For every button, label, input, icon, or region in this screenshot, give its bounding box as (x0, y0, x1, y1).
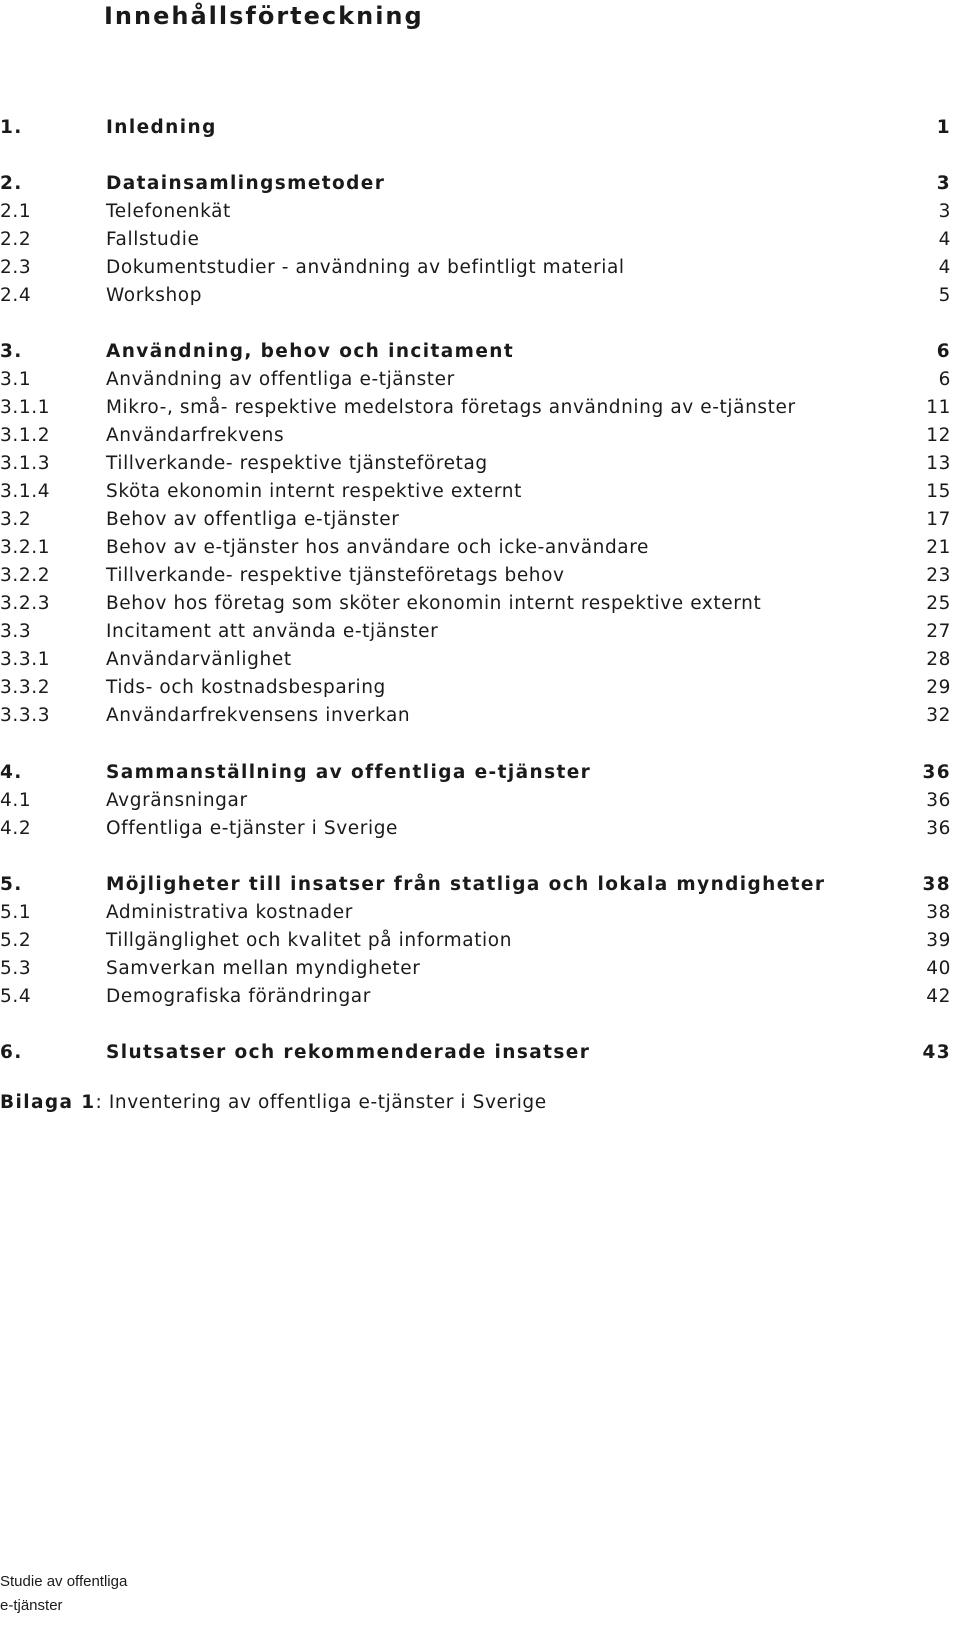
toc-entry-number: 3.2.2 (0, 565, 51, 586)
toc-entry-number: 5.1 (0, 902, 32, 923)
toc-entry-title: Tillverkande- respektive tjänsteföretag (106, 453, 488, 474)
toc-section-entry[interactable] (0, 227, 951, 253)
toc-entry-title: Offentliga e-tjänster i Sverige (106, 818, 399, 839)
toc-entry-page: 28 (926, 649, 951, 670)
toc-entry-number: 3.1.1 (0, 397, 51, 418)
toc-entry-title: Tids- och kostnadsbesparing (106, 677, 386, 698)
toc-section-entry[interactable] (0, 395, 951, 421)
toc-entry-page: 17 (926, 509, 951, 530)
toc-section-entry[interactable] (0, 956, 951, 982)
toc-entry-page: 40 (926, 958, 951, 979)
appendix-separator: : (95, 1092, 109, 1113)
toc-entry-number: 2.1 (0, 201, 32, 222)
toc-entry-page: 43 (922, 1042, 951, 1063)
toc-section-entry[interactable] (0, 591, 951, 617)
toc-entry-page: 3 (938, 201, 951, 222)
toc-entry-page: 4 (938, 229, 951, 250)
toc-entry-title: Demografiska förändringar (106, 986, 371, 1007)
toc-entry-number: 3.1 (0, 369, 32, 390)
toc-entry-title: Fallstudie (106, 229, 200, 250)
toc-entry-number: 4. (0, 762, 23, 783)
toc-entry-title: Samverkan mellan myndigheter (106, 958, 421, 979)
toc-section-entry[interactable] (0, 507, 951, 533)
toc-chapter-entry[interactable] (0, 115, 951, 141)
toc-section-entry[interactable] (0, 788, 951, 814)
toc-entry-number: 4.1 (0, 790, 32, 811)
toc-entry-page: 6 (936, 341, 951, 362)
toc-entry-title: Användarfrekvensens inverkan (106, 705, 411, 726)
toc-entry-page: 42 (926, 986, 951, 1007)
toc-entry-title: Datainsamlingsmetoder (106, 173, 386, 194)
toc-entry-page: 6 (938, 369, 951, 390)
toc-entry-page: 38 (922, 874, 951, 895)
page-footer (0, 1570, 127, 1618)
toc-entry-page: 36 (926, 790, 951, 811)
toc-entry-page: 4 (938, 257, 951, 278)
toc-entry-number: 3.1.2 (0, 425, 51, 446)
toc-entry-title: Tillverkande- respektive tjänsteföretags behov (106, 565, 565, 586)
toc-section-entry[interactable] (0, 900, 951, 926)
toc-entry-number: 4.2 (0, 818, 32, 839)
toc-entry-page: 39 (926, 930, 951, 951)
toc-chapter-entry[interactable] (0, 171, 951, 197)
toc-entry-number: 5.3 (0, 958, 32, 979)
toc-entry-title: Användning av offentliga e-tjänster (106, 369, 455, 390)
appendix-label: Bilaga 1 (0, 1092, 96, 1113)
toc-entry-title: Avgränsningar (106, 790, 248, 811)
toc-entry-number: 3.3.1 (0, 649, 51, 670)
toc-entry-title: Administrativa kostnader (106, 902, 353, 923)
toc-entry-number: 5. (0, 874, 23, 895)
toc-section-entry[interactable] (0, 367, 951, 393)
toc-chapter-entry[interactable] (0, 1040, 951, 1066)
toc-section-entry[interactable] (0, 535, 951, 561)
toc-entry-title: Möjligheter till insatser från statliga och lokala myndigheter (106, 874, 826, 895)
toc-entry-number: 3.3.2 (0, 677, 51, 698)
toc-entry-number: 1. (0, 117, 23, 138)
toc-section-entry[interactable] (0, 423, 951, 449)
toc-entry-number: 2. (0, 173, 23, 194)
toc-entry-page: 25 (926, 593, 951, 614)
toc-section-entry[interactable] (0, 619, 951, 645)
footer-line-2: e-tjänster (0, 1597, 63, 1614)
toc-section-entry[interactable] (0, 675, 951, 701)
toc-entry-page: 13 (926, 453, 951, 474)
toc-entry-page: 15 (926, 481, 951, 502)
toc-section-entry[interactable] (0, 563, 951, 589)
toc-chapter-entry[interactable] (0, 760, 951, 786)
toc-entry-number: 5.2 (0, 930, 32, 951)
toc-entry-title: Sköta ekonomin internt respektive externt (106, 481, 522, 502)
toc-entry-title: Workshop (106, 285, 203, 306)
toc-section-entry[interactable] (0, 984, 951, 1010)
toc-entry-page: 12 (926, 425, 951, 446)
toc-entry-page: 32 (926, 705, 951, 726)
toc-entry-title: Telefonenkät (106, 201, 231, 222)
toc-entry-page: 5 (938, 285, 951, 306)
toc-entry-number: 3.2.3 (0, 593, 51, 614)
toc-entry-title: Användarvänlighet (106, 649, 292, 670)
toc-section-entry[interactable] (0, 647, 951, 673)
toc-entry-page: 38 (926, 902, 951, 923)
toc-entry-title: Behov av offentliga e-tjänster (106, 509, 400, 530)
toc-entry-title: Användarfrekvens (106, 425, 285, 446)
appendix-title: Inventering av offentliga e-tjänster i Sverige (108, 1092, 547, 1113)
toc-entry-number: 3.3.3 (0, 705, 51, 726)
toc-chapter-entry[interactable] (0, 872, 951, 898)
toc-entry-page: 3 (936, 173, 951, 194)
toc-section-entry[interactable] (0, 703, 951, 729)
toc-entry-title: Inledning (106, 117, 217, 138)
toc-entry-title: Dokumentstudier - användning av befintligt material (106, 257, 625, 278)
toc-section-entry[interactable] (0, 283, 951, 309)
toc-entry-title: Incitament att använda e-tjänster (106, 621, 439, 642)
toc-entry-page: 29 (926, 677, 951, 698)
toc-entry-title: Behov hos företag som sköter ekonomin internt respektive externt (106, 593, 762, 614)
toc-section-entry[interactable] (0, 451, 951, 477)
appendix-entry[interactable] (0, 1090, 547, 1116)
toc-entry-number: 3.1.4 (0, 481, 51, 502)
toc-entry-title: Sammanställning av offentliga e-tjänster (106, 762, 592, 783)
toc-entry-number: 2.3 (0, 257, 32, 278)
toc-entry-number: 3.1.3 (0, 453, 51, 474)
toc-entry-title: Tillgänglighet och kvalitet på information (106, 930, 513, 951)
toc-entry-page: 21 (926, 537, 951, 558)
toc-section-entry[interactable] (0, 928, 951, 954)
toc-section-entry[interactable] (0, 816, 951, 842)
toc-entry-number: 2.2 (0, 229, 32, 250)
toc-section-entry[interactable] (0, 199, 951, 225)
toc-entry-page: 23 (926, 565, 951, 586)
toc-section-entry[interactable] (0, 479, 951, 505)
toc-entry-number: 3.3 (0, 621, 32, 642)
toc-entry-number: 3. (0, 341, 23, 362)
toc-entry-number: 3.2 (0, 509, 32, 530)
page-title: Innehållsförteckning (104, 2, 424, 30)
toc-entry-title: Användning, behov och incitament (106, 341, 515, 362)
toc-entry-title: Mikro-, små- respektive medelstora företags användning av e-tjänster (106, 397, 796, 418)
toc-entry-page: 11 (926, 397, 951, 418)
toc-entry-number: 3.2.1 (0, 537, 51, 558)
toc-entry-title: Behov av e-tjänster hos användare och icke-användare (106, 537, 650, 558)
toc-entry-number: 5.4 (0, 986, 32, 1007)
toc-entry-number: 2.4 (0, 285, 32, 306)
toc-entry-title: Slutsatser och rekommenderade insatser (106, 1042, 591, 1063)
toc-entry-page: 36 (922, 762, 951, 783)
toc-chapter-entry[interactable] (0, 339, 951, 365)
toc-entry-page: 27 (926, 621, 951, 642)
footer-line-1: Studie av offentliga (0, 1573, 128, 1590)
toc-entry-number: 6. (0, 1042, 23, 1063)
toc-entry-page: 1 (936, 117, 951, 138)
toc-section-entry[interactable] (0, 255, 951, 281)
toc-entry-page: 36 (926, 818, 951, 839)
